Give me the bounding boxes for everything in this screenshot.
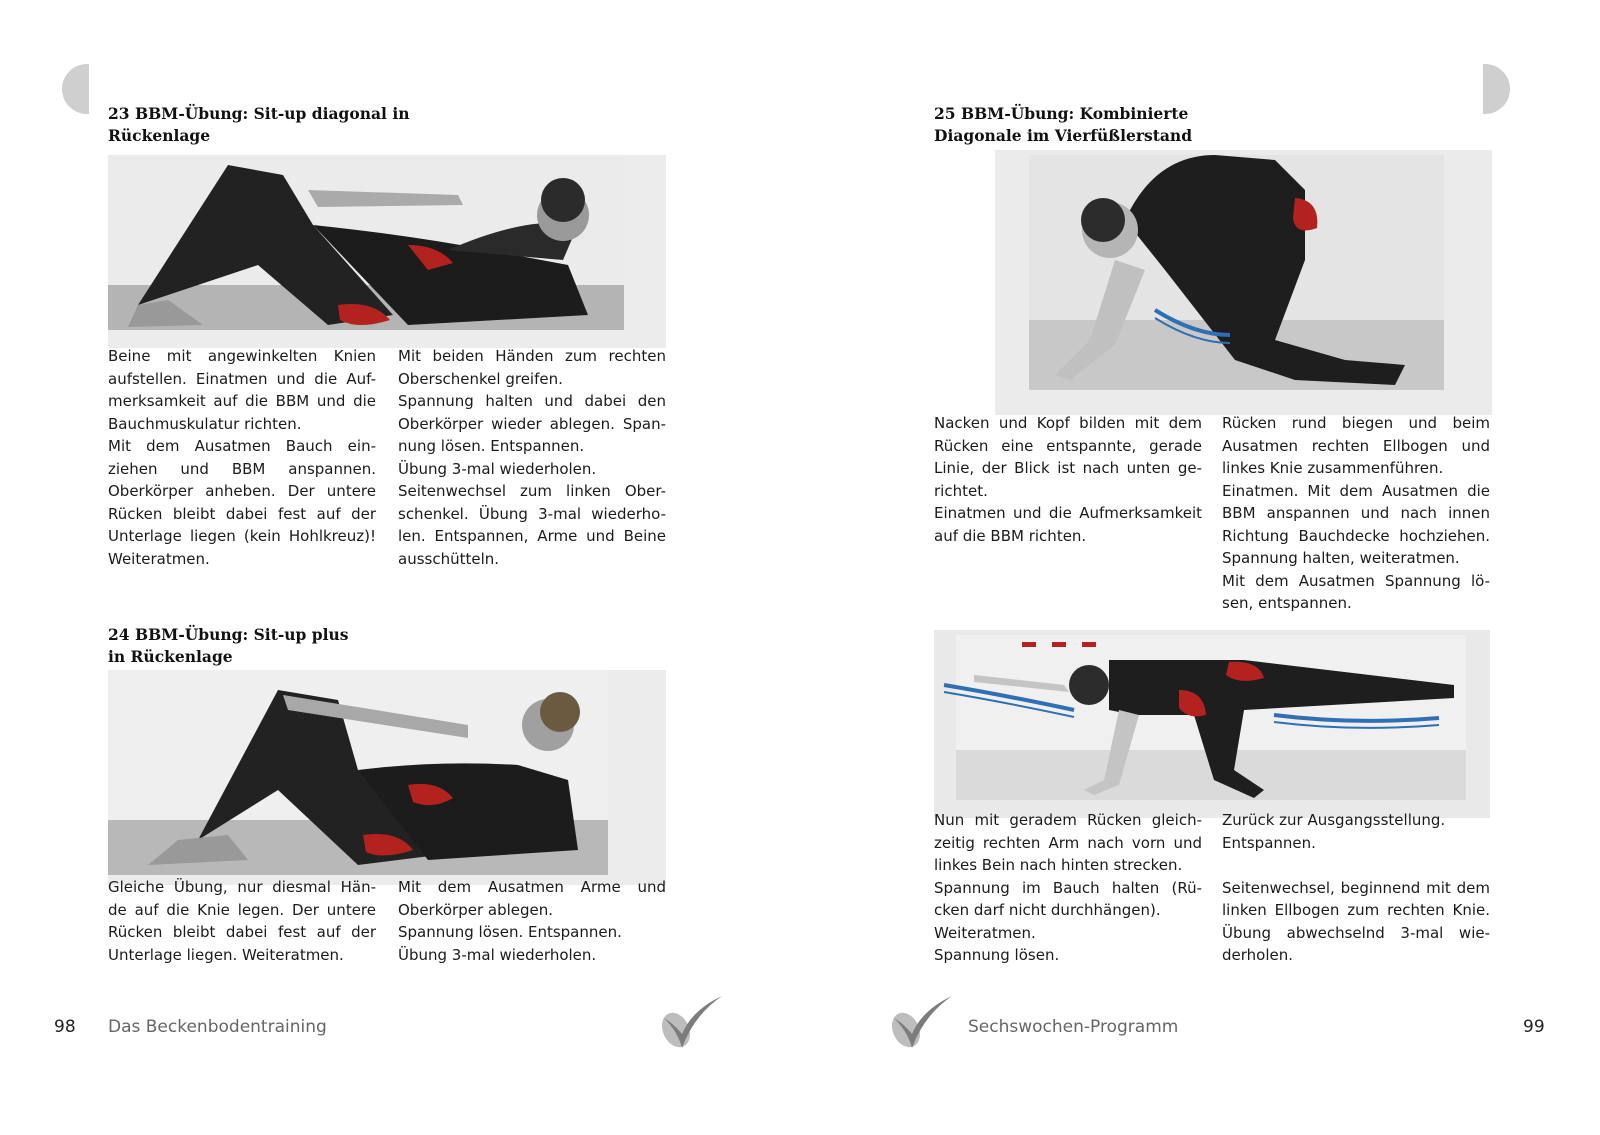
text-line: Mit dem Ausatmen Spannung lö- <box>1222 571 1490 590</box>
exercise-25-photo <box>995 150 1492 415</box>
exercise-23-title <box>108 103 410 147</box>
exercise-24-text-col2 <box>398 876 666 966</box>
text-line: Mit dem Ausatmen Arme und <box>398 878 666 896</box>
text-line: Rücken bleibt dabei fest auf der <box>108 504 376 523</box>
exercise-24-photo <box>108 670 666 885</box>
exercise-25b-text-col1 <box>934 809 1202 967</box>
text-line: Oberkörper wieder ablegen. Span- <box>398 414 666 433</box>
text-line: Unterlage liegen (kein Hohlkreuz)! <box>108 527 376 545</box>
text-line: Beine mit angewinkelten Knien <box>108 347 376 365</box>
exercise-23-text-col1 <box>108 345 376 570</box>
text-line: Oberkörper ablegen. <box>398 900 554 919</box>
text-gap <box>1222 854 1490 877</box>
text-line: aufstellen. Einatmen und die Auf- <box>108 369 376 388</box>
text-line: nung lösen. Entspannen. <box>398 437 585 455</box>
title-line: in Rückenlage <box>108 647 233 666</box>
text-line: Einatmen. Mit dem Ausatmen die <box>1222 481 1490 500</box>
title-line: 23 BBM-Übung: Sit-up diagonal in <box>108 104 410 123</box>
exercise-24-title <box>108 624 349 668</box>
text-line: Einatmen und die Aufmerksamkeit <box>934 504 1202 522</box>
text-line: sen, entspannen. <box>1222 594 1352 612</box>
text-line: Seitenwechsel, beginnend mit dem <box>1222 878 1490 897</box>
text-line: Weiteratmen. <box>934 923 1036 942</box>
text-line: Nacken und Kopf bilden mit dem <box>934 414 1202 432</box>
text-line: zeitig rechten Arm nach vorn und <box>934 833 1202 852</box>
text-line: Spannung lösen. <box>934 946 1060 964</box>
text-line: Spannung halten und dabei den <box>398 392 666 410</box>
exercise-25-text-col2 <box>1222 412 1490 615</box>
page-number-right: 99 <box>1523 1017 1545 1037</box>
checkmark-leaf-logo-icon <box>882 990 954 1050</box>
text-line: Oberschenkel greifen. <box>398 369 563 388</box>
title-line: 25 BBM-Übung: Kombinierte <box>934 104 1189 123</box>
text-line: ausschütteln. <box>398 549 500 568</box>
exercise-25b-text-col2 <box>1222 809 1490 967</box>
text-line: Weiteratmen. <box>108 549 210 568</box>
text-line: Übung abwechselnd 3-mal wie- <box>1222 923 1490 942</box>
text-line: Übung 3-mal wiederholen. <box>398 945 597 964</box>
text-line: BBM anspannen und nach innen <box>1222 504 1490 522</box>
text-line: Ausatmen rechten Ellbogen und <box>1222 436 1490 455</box>
running-title-right: Sechswochen-Programm <box>968 1017 1179 1037</box>
text-line: len. Entspannen, Arme und Beine <box>398 527 666 545</box>
exercise-25-title <box>934 103 1192 147</box>
text-line: Nun mit geradem Rücken gleich- <box>934 811 1202 829</box>
text-line: Übung 3-mal wiederholen. <box>398 459 597 478</box>
page-number-left: 98 <box>54 1017 76 1037</box>
text-line: Spannung lösen. Entspannen. <box>398 923 622 941</box>
text-line: de auf die Knie legen. Der untere <box>108 900 376 919</box>
text-line: Rücken eine entspannte, gerade <box>934 436 1202 455</box>
text-line: Unterlage liegen. Weiteratmen. <box>108 945 344 964</box>
text-line: Zurück zur Ausgangsstellung. <box>1222 811 1446 829</box>
text-line: Seitenwechsel zum linken Ober- <box>398 482 666 500</box>
running-title-left: Das Beckenbodentraining <box>108 1017 327 1037</box>
exercise-23-photo <box>108 155 666 348</box>
text-line: schenkel. Übung 3-mal wiederho- <box>398 504 666 523</box>
text-line: ziehen und BBM anspannen. <box>108 459 376 478</box>
text-line: linkes Bein nach hinten strecken. <box>934 856 1183 874</box>
text-line: Bauchmuskulatur richten. <box>108 414 302 433</box>
text-line: Spannung im Bauch halten (Rü- <box>934 878 1202 897</box>
exercise-24-text-col1 <box>108 876 376 966</box>
page-tab-right <box>1483 64 1510 114</box>
text-line: Linie, der Blick ist nach unten ge- <box>934 459 1202 477</box>
title-line: Diagonale im Vierfüßlerstand <box>934 126 1193 145</box>
exercise-25b-photo <box>934 630 1490 818</box>
text-line: richtet. <box>934 481 988 500</box>
text-line: derholen. <box>1222 946 1294 964</box>
text-line: auf die BBM richten. <box>934 526 1087 545</box>
title-line: 24 BBM-Übung: Sit-up plus <box>108 625 349 644</box>
text-line: Mit dem Ausatmen Bauch ein- <box>108 437 376 455</box>
page-tab-left <box>62 64 89 114</box>
text-line: Richtung Bauchdecke hochziehen. <box>1222 526 1490 545</box>
text-line: Spannung halten, weiteratmen. <box>1222 549 1460 567</box>
text-line: Rücken bleibt dabei fest auf der <box>108 923 376 941</box>
text-line: Oberkörper anheben. Der untere <box>108 482 376 500</box>
text-line: Mit beiden Händen zum rechten <box>398 347 666 365</box>
text-line: merksamkeit auf die BBM und die <box>108 392 376 410</box>
text-line: Rücken rund biegen und beim <box>1222 414 1490 432</box>
text-line: linken Ellbogen zum rechten Knie. <box>1222 901 1490 919</box>
text-line: Entspannen. <box>1222 833 1316 852</box>
text-line: Gleiche Übung, nur diesmal Hän- <box>108 878 376 896</box>
checkmark-leaf-logo-icon <box>652 990 724 1050</box>
exercise-25-text-col1 <box>934 412 1202 547</box>
exercise-23-text-col2 <box>398 345 666 570</box>
title-line: Rückenlage <box>108 126 211 145</box>
text-line: linkes Knie zusammenführen. <box>1222 459 1444 477</box>
text-line: cken darf nicht durchhängen). <box>934 901 1161 919</box>
